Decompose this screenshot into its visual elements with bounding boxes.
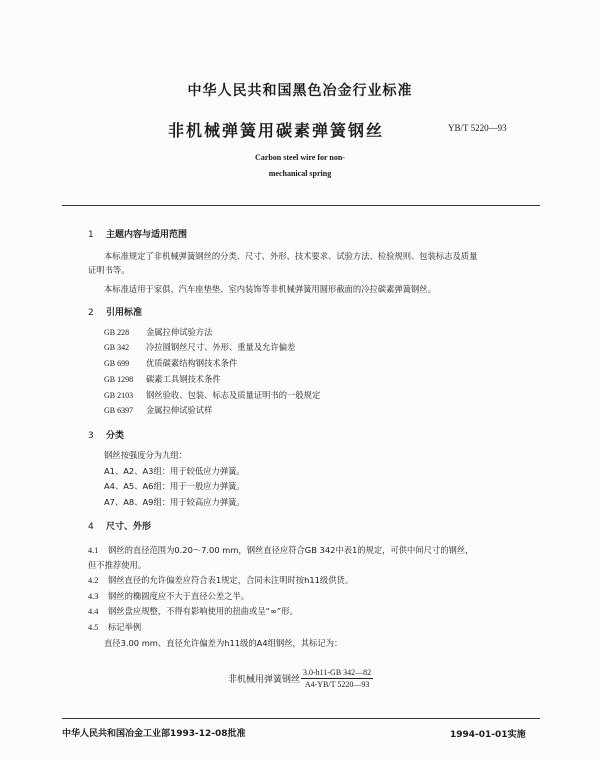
clause-4-3 [88, 590, 249, 602]
marking-denominator: A4-YB/T 5220—93 [304, 680, 370, 689]
strength-group-item: A7、A8、A9组：用于较高应力弹簧。 [104, 497, 245, 507]
section-number: 1 [88, 230, 94, 240]
reference-title: 优质碳素结构钢技术条件 [146, 358, 238, 368]
reference-code: GB 1298 [104, 375, 134, 384]
reference-item [104, 341, 295, 353]
reference-code: GB 228 [104, 328, 130, 337]
section-1-para-1-line-1: 本标准规定了非机械弹簧钢丝的分类、尺寸、外形、技术要求、试验方法、检验规则、包装标志及质量 [104, 251, 478, 261]
section-number: 4 [88, 522, 94, 532]
section-number: 3 [88, 431, 94, 441]
english-title-line-2: mechanical spring [268, 169, 332, 178]
standard-code: YB/T 5220—93 [448, 123, 507, 133]
clause-4-5 [88, 621, 141, 633]
section-1-para-2: 本标准适用于家俱、汽车座垫垫、室内装饰等非机械弹簧用圆形截面的冷拉碳素弹簧钢丝。 [104, 284, 436, 294]
marking-numerator: 3.0-h11-GB 342—82 [303, 668, 372, 677]
clause-text: 钢丝直径的允许偏差应符合表1规定，合同未注明时按h11级供货。 [108, 575, 354, 585]
reference-code: GB 342 [104, 343, 130, 352]
marking-prefix: 非机械用弹簧钢丝 [228, 675, 301, 685]
reference-title: 钢丝验收、包装、标志及质量证明书的一般规定 [146, 390, 321, 400]
clause-number: 4.4 [88, 607, 99, 616]
footer-divider [62, 718, 540, 719]
clause-4-4 [88, 605, 298, 617]
section-title: 尺寸、外形 [106, 522, 152, 532]
section-title: 分类 [106, 431, 125, 441]
reference-code: GB 699 [104, 359, 130, 368]
classification-intro: 钢丝按强度分为九组： [104, 450, 187, 460]
marking-example [228, 668, 373, 689]
reference-code: GB 2103 [104, 391, 134, 400]
clause-number: 4.2 [88, 576, 99, 585]
section-1-para-1-line-2: 证明书等。 [88, 265, 130, 275]
clause-4-2 [88, 574, 353, 586]
document-title: 非机械弹簧用碳素弹簧钢丝 [168, 121, 385, 140]
clause-text: 标记举例 [108, 622, 142, 632]
english-title-line-1: Carbon steel wire for non- [255, 153, 345, 162]
header-divider [62, 205, 540, 206]
clause-text: 但不推荐使用。 [88, 560, 147, 570]
strength-group-item: A1、A2、A3组：用于较低应力弹簧。 [104, 466, 245, 476]
marking-fraction [301, 668, 373, 689]
clause-4-1-continued [88, 559, 146, 571]
clause-text: 钢丝盘应规整，不得有影响使用的扭曲或呈“∞”形。 [108, 606, 298, 616]
reference-item [104, 326, 212, 338]
section-title: 引用标准 [106, 308, 143, 318]
section-1-heading [88, 227, 187, 240]
strength-group-item: A4、A5、A6组：用于一般应力弹簧。 [104, 481, 245, 491]
reference-item [104, 357, 237, 369]
clause-number: 4.3 [88, 592, 99, 601]
reference-title: 碳素工具钢技术条件 [146, 374, 221, 384]
reference-code: GB 6397 [104, 406, 134, 415]
implementation-date: 1994-01-01实施 [450, 730, 526, 740]
clause-text: 钢丝的椭圆度应不大于直径公差之半。 [108, 591, 250, 601]
clause-text: 钢丝的直径范围为0.20～7.00 mm，钢丝直径应符合GB 342中表1的规定，可供中间尺寸的钢丝， [108, 545, 474, 555]
section-4-heading [88, 519, 151, 532]
clause-4-1 [88, 544, 473, 556]
reference-item [104, 404, 212, 416]
clause-number: 4.1 [88, 546, 99, 555]
section-2-heading [88, 305, 142, 318]
section-number: 2 [88, 308, 94, 318]
section-title: 主题内容与适用范围 [106, 230, 188, 240]
approval-statement: 中华人民共和国冶金工业部1993-12-08批准 [62, 729, 246, 739]
issuing-authority-heading: 中华人民共和国黑色冶金行业标准 [187, 83, 413, 99]
marking-example-text: 直径3.00 mm、直径允许偏差为h11级的A4组钢丝，其标记为： [104, 638, 343, 648]
reference-item [104, 389, 320, 401]
reference-title: 金属拉伸试验方法 [146, 327, 213, 337]
section-3-heading [88, 428, 124, 441]
reference-title: 金属拉伸试验试样 [146, 405, 213, 415]
clause-number: 4.5 [88, 623, 99, 632]
reference-title: 冷拉圆钢丝尺寸、外形、重量及允许偏差 [146, 342, 296, 352]
reference-item [104, 373, 221, 385]
